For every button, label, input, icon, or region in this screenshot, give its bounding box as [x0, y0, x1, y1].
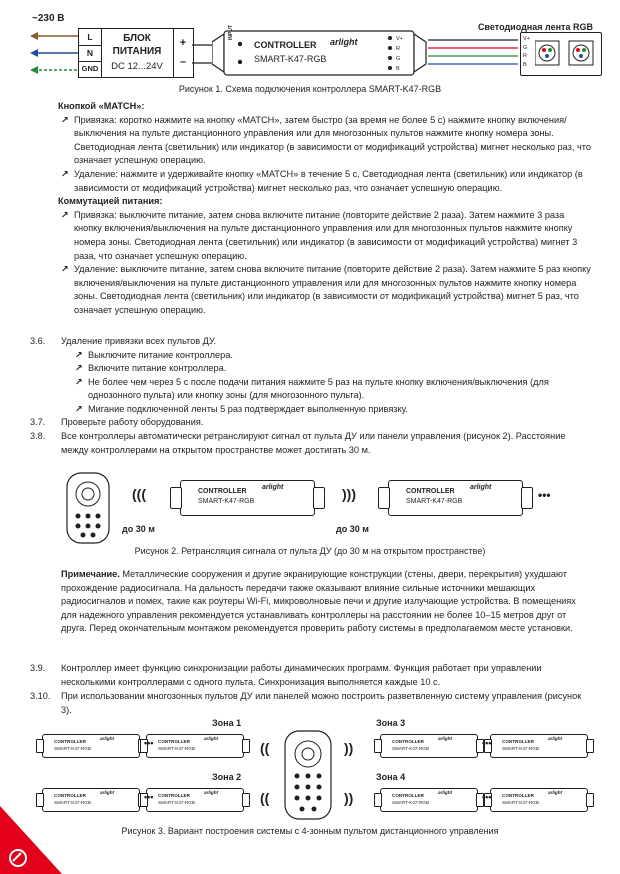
figure-2 — [0, 460, 620, 558]
psu-title-2: ПИТАНИЯ — [112, 46, 162, 57]
controller-name: CONTROLLER — [392, 793, 424, 798]
zone-1-label: Зона 1 — [212, 718, 242, 728]
s36-item-text: Включите питание контроллера. — [88, 363, 227, 374]
section-3-6-title: Удаление привязки всех пультов ДУ. — [61, 336, 217, 346]
arrow-icon: ↗ — [61, 114, 69, 125]
psu-plus: + — [179, 37, 187, 49]
controller-name: CONTROLLER — [54, 739, 86, 744]
note-paragraph — [61, 568, 589, 636]
brand-logo: arlight — [438, 736, 453, 741]
match-delete-text: Удаление: нажмите и удерживайте кнопку «MATCH» в течение 5 с. Светодиодная лента (светильник) или индикатор (в зависимости от модификаций устройства) мигнет несколько раз, что означает успешную операцию. — [74, 168, 583, 193]
remote-control-icon — [284, 730, 332, 820]
ellipsis-icon: ••• — [482, 738, 492, 748]
strip-g: G — [523, 44, 528, 51]
power-delete-item — [61, 263, 591, 317]
controller-model: SMART-K47-RGB — [54, 800, 91, 805]
figure-1-caption: Рисунок 1. Схема подключения контроллера SMART-K47-RGB — [178, 84, 442, 94]
ellipsis-icon: ••• — [144, 792, 154, 802]
controller-device — [140, 734, 246, 758]
brand-logo: arlight — [330, 37, 358, 47]
wireless-signal-icon: )) — [344, 740, 354, 756]
match-heading: Кнопкой «MATCH»: — [58, 101, 145, 111]
brand-logo: arlight — [548, 736, 563, 741]
section-3-6 — [61, 335, 591, 417]
brand-logo: arlight — [100, 736, 115, 741]
distance-label-1: до 30 м — [122, 524, 155, 534]
arrow-icon: ↗ — [75, 349, 83, 360]
controller-device — [36, 734, 142, 758]
controller-name: CONTROLLER — [254, 40, 317, 50]
controller-model: SMART-K47-RGB — [392, 800, 429, 805]
strip-r: R — [523, 53, 527, 59]
brand-corner-logo — [0, 806, 62, 874]
controller-name: CONTROLLER — [406, 488, 455, 495]
led-chips — [535, 37, 599, 71]
s36-item — [75, 403, 591, 417]
arrow-icon: ↗ — [75, 403, 83, 414]
s36-item-text: Выключите питание контроллера. — [88, 349, 233, 360]
match-section — [58, 100, 591, 318]
arrow-icon: ↗ — [61, 168, 69, 179]
wireless-signal-icon: ((( — [132, 486, 146, 502]
psu-minus: – — [179, 56, 187, 68]
out-b: B — [396, 66, 400, 72]
out-g: G — [396, 56, 401, 62]
s36-item-text: Мигание подключенной ленты 5 раз подтверждает выполненную привязку. — [88, 403, 408, 414]
controller-device — [170, 480, 325, 516]
zone-4-label: Зона 4 — [376, 772, 406, 782]
arrow-icon: ↗ — [61, 209, 69, 220]
controller-model: SMART-K47-RGB — [502, 746, 539, 751]
strip-terminals — [523, 35, 530, 69]
figure-3-caption: Рисунок 3. Вариант построения системы с 4-зонным пультом дистанционного управления — [121, 826, 499, 836]
brand-logo: arlight — [548, 790, 563, 795]
section-3-7-text: Проверьте работу оборудования. — [61, 417, 204, 427]
controller-model: SMART-K47-RGB — [198, 498, 255, 505]
controller-model: SMART-K47-RGB — [502, 800, 539, 805]
wireless-signal-icon: ))) — [342, 486, 356, 502]
controller-name: CONTROLLER — [502, 793, 534, 798]
arrow-icon: ↗ — [75, 363, 83, 374]
terminal-l: L — [87, 32, 93, 42]
controller-name: CONTROLLER — [502, 739, 534, 744]
wireless-signal-icon: (( — [260, 790, 270, 806]
terminal-n: N — [86, 48, 94, 58]
match-bind-text: Привязка: коротко нажмите на кнопку «MATCH», затем быстро (за время не более 5 с) нажмите кнопку включения/выключения на пульте дистанционного управления или для многозонных пультов нажмите кнопку номера зоны. Светодиодная лента (светильник) или индикатор (в зависимости от модификаций устройства) мигнет несколько раз, что означает успешную операцию. — [74, 114, 591, 166]
terminal-gnd: GND — [81, 64, 99, 73]
controller-device — [374, 788, 480, 812]
s36-item — [75, 376, 591, 403]
strip-b: B — [523, 61, 527, 68]
controller-model: SMART-K47-RGB — [158, 800, 195, 805]
output-terminals — [396, 34, 403, 74]
controller-model: SMART-K47-RGB — [158, 746, 195, 751]
brand-logo: arlight — [100, 790, 115, 795]
section-3-9-number: 3.9. — [30, 663, 46, 673]
strip-title: Светодиодная лента RGB — [478, 22, 593, 32]
brand-logo: arlight — [204, 790, 219, 795]
controller-name: CONTROLLER — [158, 793, 190, 798]
figure-3 — [0, 716, 620, 846]
controller-device — [484, 788, 590, 812]
controller-model: SMART-K47-RGB — [54, 746, 91, 751]
controller-device — [484, 734, 590, 758]
s36-item-text: Не более чем через 5 с после подачи питания нажмите 5 раз на пульте кнопку включения/выключения (для однозонного пульта) или кнопку зоны (для многозонного пульта). — [88, 376, 549, 401]
match-bind-item — [61, 114, 591, 168]
input-label: INPUT — [228, 25, 234, 40]
section-3-6-number: 3.6. — [30, 336, 46, 346]
controller-device — [374, 734, 480, 758]
section-3-8-number: 3.8. — [30, 431, 46, 441]
arrow-icon: ↗ — [61, 264, 69, 275]
strip-vplus: V+ — [523, 36, 530, 42]
out-r: R — [396, 46, 400, 52]
section-3-9-text: Контроллер имеет функцию синхронизации работы динамических программ. Функция работает при управлении несколькими контроллерами с одного пульта. Синхронизация выполняется каждые 10 с. — [61, 663, 542, 687]
controller-name: CONTROLLER — [54, 793, 86, 798]
s36-item — [75, 349, 591, 363]
section-3-8-text: Все контроллеры автоматически ретранслируют сигнал от пульта ДУ или панели управления (рисунок 2). Расстояние между контроллерами на открытом пространстве может достигать 30 м. — [61, 431, 566, 455]
controller-name: CONTROLLER — [198, 488, 247, 495]
distance-label-2: до 30 м — [336, 524, 369, 534]
voltage-label: ~230 В — [32, 13, 65, 24]
zone-3-label: Зона 3 — [376, 718, 406, 728]
figure-1 — [0, 0, 620, 100]
section-3-7-number: 3.7. — [30, 417, 46, 427]
psu-voltage: DC 12...24V — [111, 61, 163, 72]
figure-2-caption: Рисунок 2. Ретрансляция сигнала от пульта ДУ (до 30 м на открытом пространстве) — [134, 546, 486, 556]
ellipsis-icon: ••• — [144, 738, 154, 748]
wireless-signal-icon: )) — [344, 790, 354, 806]
note-text: Металлические сооружения и другие экранирующие конструкции (стены, двери, перекрытия) ухудшают прохождение радиосигнала. На дальность передачи также оказывают влияние сильные источники мешающих радиосигналов и помех, такие как роутеры Wi-Fi, микроволновые печи и другие излучающие устройства. В помещениях для надежного управления рекомендуется устанавливать контроллеры на расстоянии не более 10–15 метров друг от друга. Перед окончательным монтажом рекомендуется проверить работу системы в предполагаемом месте установки. — [61, 569, 576, 634]
controller-model: SMART-K47-RGB — [254, 54, 327, 64]
ellipsis-icon: ••• — [482, 792, 492, 802]
brand-logo: arlight — [438, 790, 453, 795]
power-heading: Коммутацией питания: — [58, 196, 163, 207]
section-3-10-number: 3.10. — [30, 691, 51, 701]
controller-name: CONTROLLER — [392, 739, 424, 744]
controller-model: SMART-K47-RGB — [406, 498, 463, 505]
power-bind-item — [61, 209, 591, 263]
controller-name: CONTROLLER — [158, 739, 190, 744]
brand-logo: arlight — [204, 736, 219, 741]
brand-logo: arlight — [262, 484, 284, 491]
power-delete-text: Удаление: выключите питание, затем снова включите питание (повторите действие 2 раза). Затем нажмите 5 раз кнопку включения/выключения на пульте дистанционного управления или для многозонных пультов нажмите кнопку номера зоны. Светодиодная лента (светильник) или индикатор (в зависимости от модификаций устройства) мигнет 5 раз, что означает успешную операцию. — [74, 264, 591, 315]
match-delete-item — [61, 168, 591, 195]
controller-device — [140, 788, 246, 812]
brand-logo: arlight — [470, 484, 492, 491]
out-vplus: V+ — [396, 36, 403, 42]
power-bind-text: Привязка: выключите питание, затем снова включите питание (повторите действие 2 раза). Затем нажмите 3 раза кнопку включения/выключения на пульте дистанционного управления или для многозонных пультов нажмите кнопку номера зоны. Светодиодная лента (светильник) или индикатор (в зависимости от модификаций устройства) мигнет 3 раза, что означает успешную операцию. — [74, 209, 578, 261]
rgb-wires — [428, 36, 528, 76]
controller-device — [378, 480, 533, 516]
power-supply — [78, 28, 194, 78]
psu-title-1: БЛОК — [123, 33, 151, 44]
controller-model: SMART-K47-RGB — [392, 746, 429, 751]
led-strip — [520, 32, 602, 76]
s36-item — [75, 362, 591, 376]
wireless-signal-icon: (( — [260, 740, 270, 756]
section-3-10-text: При использовании многозонных пультов ДУ или панелей можно построить разветвленную систему управления (рисунок 3). — [61, 691, 582, 715]
note-label: Примечание. — [61, 569, 120, 579]
ellipsis-icon: ••• — [538, 488, 551, 502]
zone-2-label: Зона 2 — [212, 772, 242, 782]
controller-device — [212, 25, 428, 76]
remote-control-icon — [66, 472, 110, 544]
arrow-icon: ↗ — [75, 376, 83, 387]
